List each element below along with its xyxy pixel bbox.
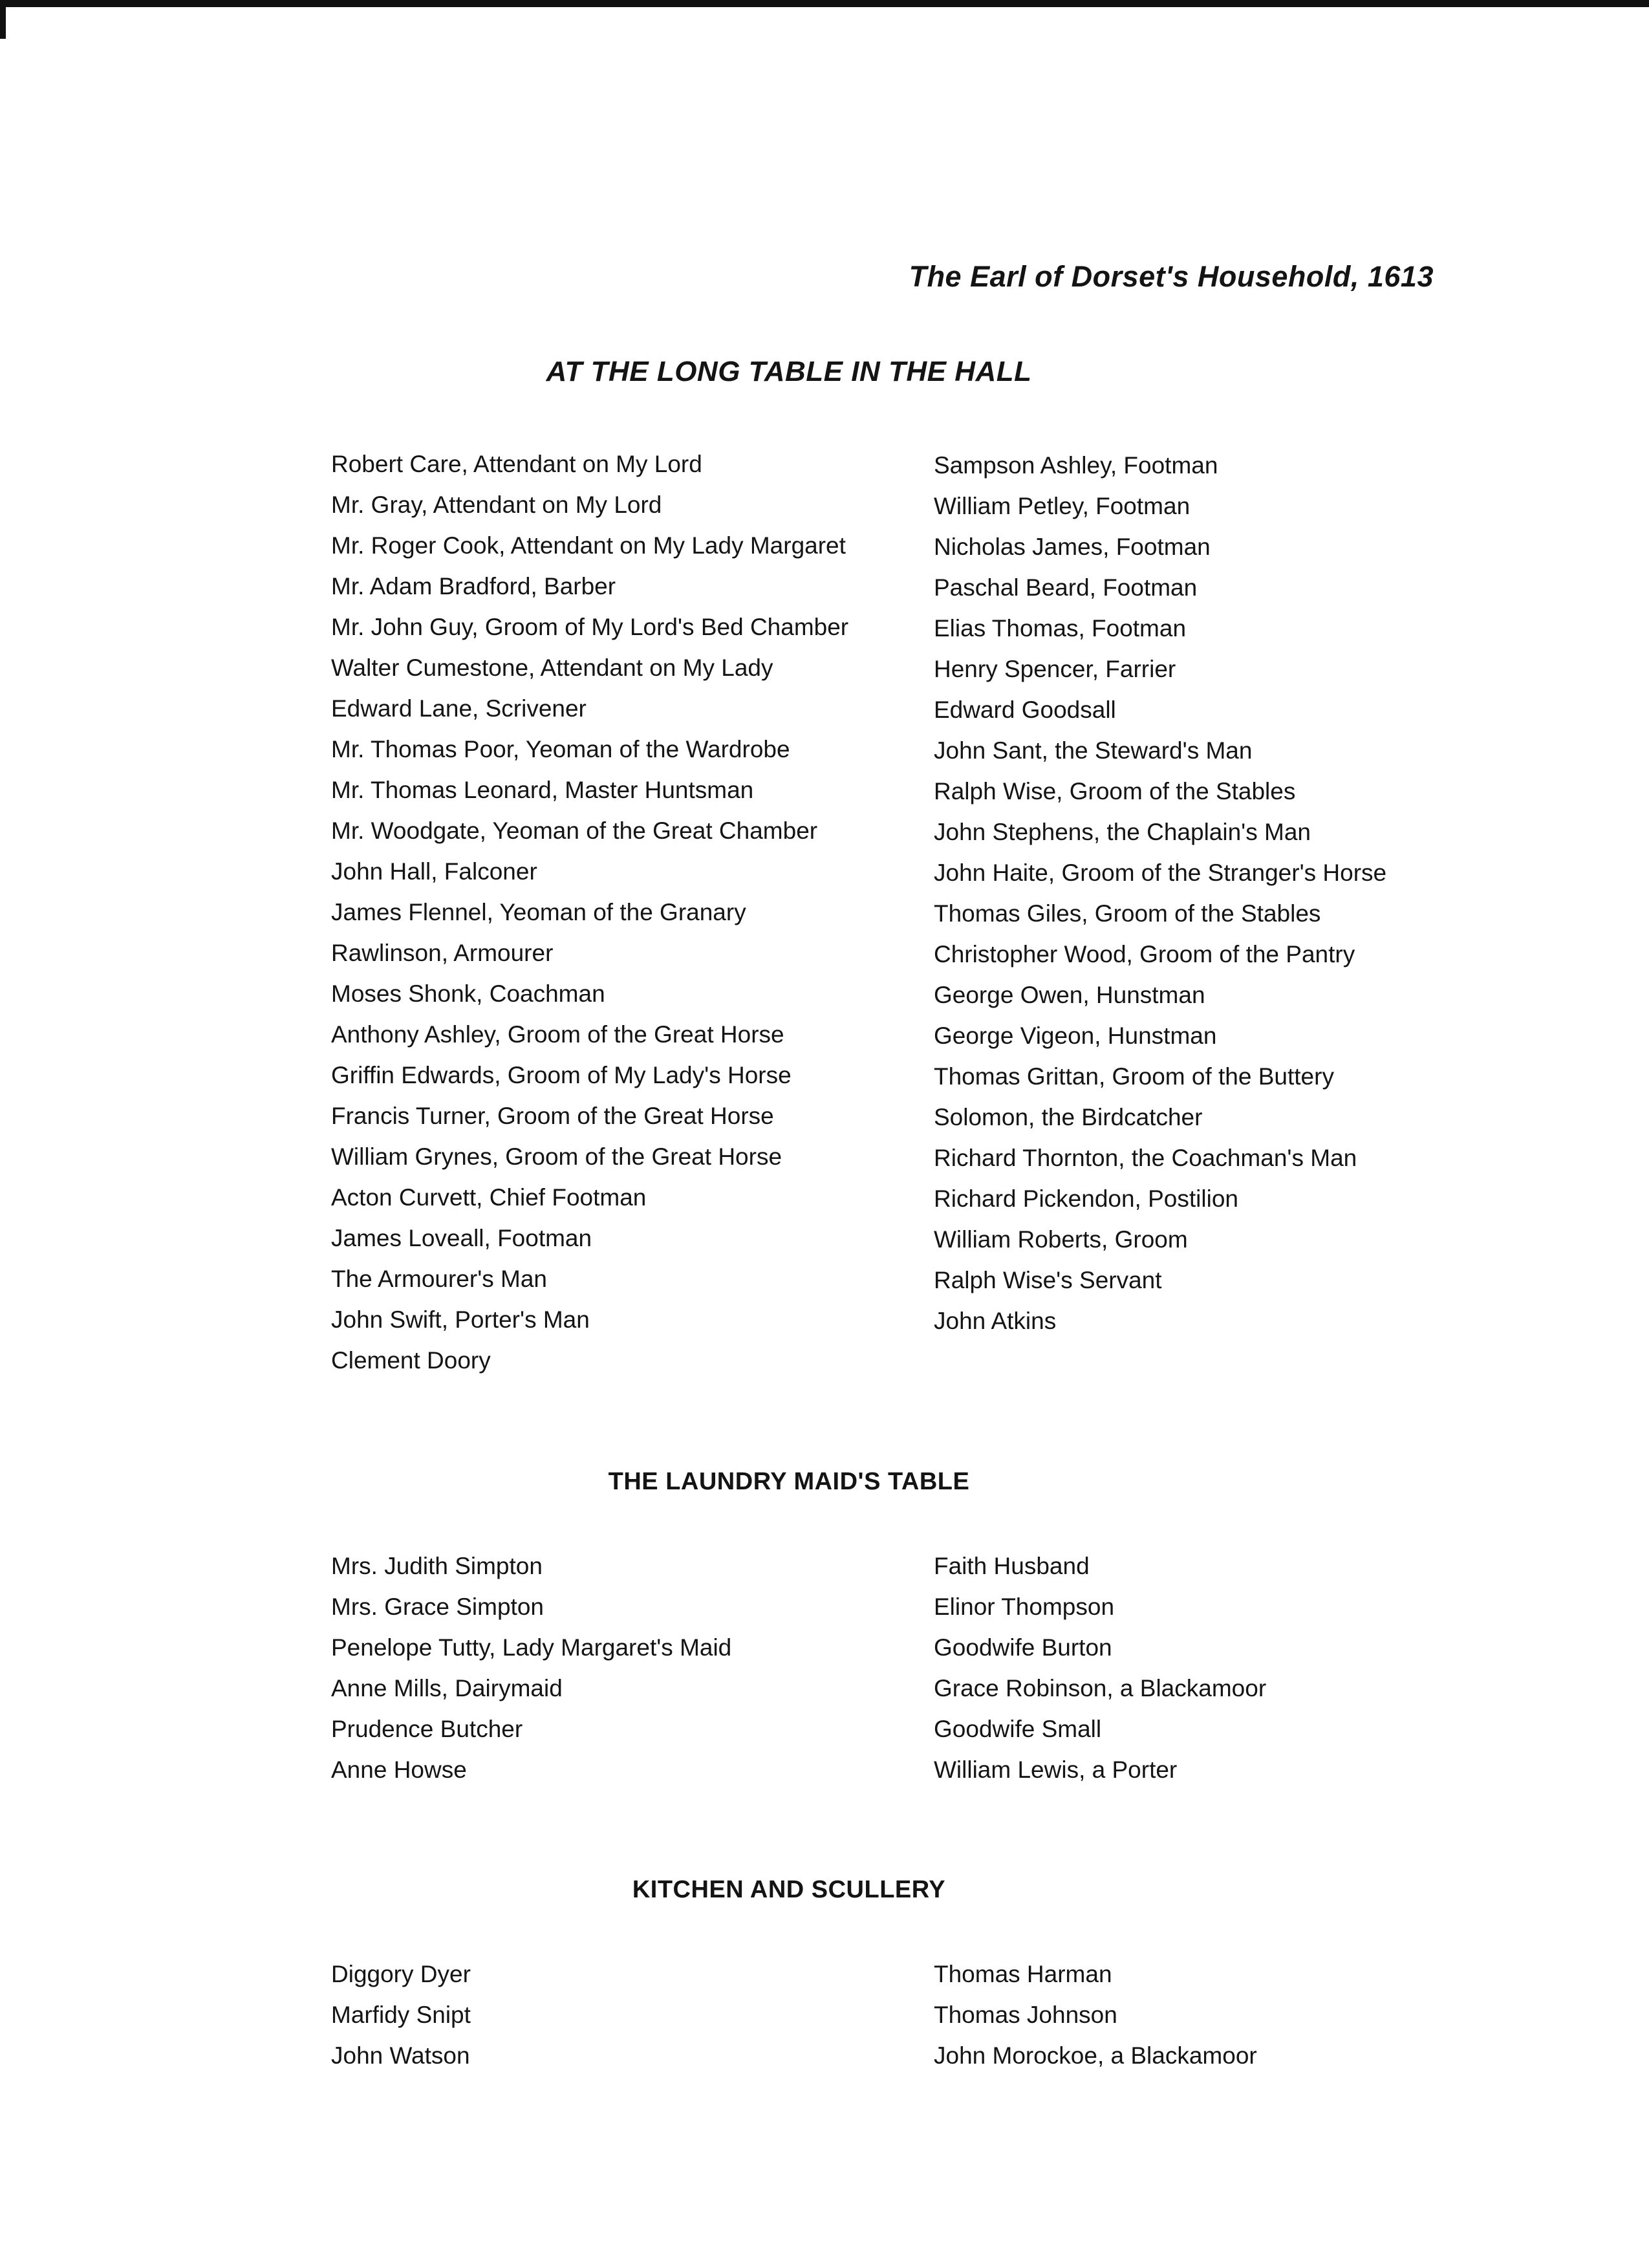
household-member-entry: Elinor Thompson <box>934 1593 1115 1620</box>
household-member-entry: John Hall, Falconer <box>331 858 537 885</box>
household-member-entry: Elias Thomas, Footman <box>934 615 1187 642</box>
household-member-entry: Diggory Dyer <box>331 1961 471 1987</box>
long-table-right-list <box>934 445 1386 1341</box>
household-member-entry: Thomas Giles, Groom of the Stables <box>934 900 1321 927</box>
household-member-entry: Prudence Butcher <box>331 1716 523 1742</box>
household-member-entry: Francis Turner, Groom of the Great Horse <box>331 1103 774 1129</box>
household-member-entry: Faith Husband <box>934 1553 1090 1579</box>
household-member-entry: Thomas Grittan, Groom of the Buttery <box>934 1063 1334 1090</box>
household-member-entry: John Morockoe, a Blackamoor <box>934 2042 1257 2069</box>
household-member-entry: Henry Spencer, Farrier <box>934 656 1176 682</box>
household-member-entry: Ralph Wise's Servant <box>934 1267 1162 1293</box>
scan-border-left <box>0 0 6 39</box>
household-member-entry: Penelope Tutty, Lady Margaret's Maid <box>331 1634 732 1661</box>
household-member-entry: John Stephens, the Chaplain's Man <box>934 819 1311 845</box>
household-member-entry: Goodwife Small <box>934 1716 1102 1742</box>
household-member-entry: Anthony Ashley, Groom of the Great Horse <box>331 1021 784 1048</box>
household-member-entry: Walter Cumestone, Attendant on My Lady <box>331 654 773 681</box>
household-member-entry: Anne Howse <box>331 1756 467 1783</box>
household-member-entry: James Flennel, Yeoman of the Granary <box>331 899 746 925</box>
section-heading-laundry: THE LAUNDRY MAID'S TABLE <box>608 1468 970 1495</box>
household-member-entry: Anne Mills, Dairymaid <box>331 1675 563 1701</box>
household-member-entry: Solomon, the Birdcatcher <box>934 1104 1203 1130</box>
scan-border-top <box>0 0 1649 7</box>
household-member-entry: Mrs. Judith Simpton <box>331 1553 543 1579</box>
long-table-left-list <box>331 444 848 1381</box>
household-member-entry: Marfidy Snipt <box>331 2002 471 2028</box>
household-member-entry: John Watson <box>331 2042 470 2069</box>
household-member-entry: John Atkins <box>934 1308 1057 1334</box>
household-member-entry: Christopher Wood, Groom of the Pantry <box>934 941 1355 967</box>
household-member-entry: Nicholas James, Footman <box>934 534 1211 560</box>
household-member-entry: Rawlinson, Armourer <box>331 940 554 966</box>
household-member-entry: John Sant, the Steward's Man <box>934 737 1253 764</box>
household-member-entry: Goodwife Burton <box>934 1634 1112 1661</box>
household-member-entry: William Grynes, Groom of the Great Horse <box>331 1143 782 1170</box>
laundry-right-list <box>934 1546 1266 1790</box>
household-member-entry: John Swift, Porter's Man <box>331 1306 590 1333</box>
household-member-entry: Edward Lane, Scrivener <box>331 695 587 722</box>
household-member-entry: William Roberts, Groom <box>934 1226 1188 1253</box>
kitchen-left-list <box>331 1954 471 2076</box>
household-member-entry: Richard Thornton, the Coachman's Man <box>934 1145 1357 1171</box>
household-member-entry: John Haite, Groom of the Stranger's Horse <box>934 859 1387 886</box>
kitchen-right-list <box>934 1954 1257 2076</box>
household-member-entry: Thomas Harman <box>934 1961 1112 1987</box>
household-member-entry: Mr. Woodgate, Yeoman of the Great Chamber <box>331 817 818 844</box>
household-member-entry: Richard Pickendon, Postilion <box>934 1185 1238 1212</box>
household-member-entry: James Loveall, Footman <box>331 1225 592 1251</box>
household-member-entry: Mr. Roger Cook, Attendant on My Lady Margaret <box>331 532 846 559</box>
section-heading-kitchen: KITCHEN AND SCULLERY <box>632 1876 946 1903</box>
household-member-entry: Acton Curvett, Chief Footman <box>331 1184 647 1211</box>
household-member-entry: Edward Goodsall <box>934 697 1116 723</box>
household-member-entry: Robert Care, Attendant on My Lord <box>331 451 702 477</box>
laundry-left-list <box>331 1546 731 1790</box>
household-member-entry: Thomas Johnson <box>934 2002 1117 2028</box>
household-member-entry: Griffin Edwards, Groom of My Lady's Horse <box>331 1062 792 1088</box>
household-member-entry: Mrs. Grace Simpton <box>331 1593 544 1620</box>
household-member-entry: Grace Robinson, a Blackamoor <box>934 1675 1267 1701</box>
section-heading-long-table: AT THE LONG TABLE IN THE HALL <box>546 356 1032 387</box>
household-member-entry: Clement Doory <box>331 1347 491 1374</box>
page-title: The Earl of Dorset's Household, 1613 <box>909 260 1434 293</box>
household-member-entry: William Lewis, a Porter <box>934 1756 1178 1783</box>
household-member-entry: Ralph Wise, Groom of the Stables <box>934 778 1296 805</box>
household-member-entry: Mr. Thomas Poor, Yeoman of the Wardrobe <box>331 736 790 762</box>
household-member-entry: Sampson Ashley, Footman <box>934 452 1218 479</box>
household-member-entry: Mr. Thomas Leonard, Master Huntsman <box>331 777 754 803</box>
household-member-entry: Mr. John Guy, Groom of My Lord's Bed Chamber <box>331 614 849 640</box>
household-member-entry: George Owen, Hunstman <box>934 982 1205 1008</box>
household-member-entry: Mr. Gray, Attendant on My Lord <box>331 491 662 518</box>
household-member-entry: Paschal Beard, Footman <box>934 574 1198 601</box>
household-member-entry: William Petley, Footman <box>934 493 1191 519</box>
household-member-entry: Moses Shonk, Coachman <box>331 980 605 1007</box>
household-member-entry: Mr. Adam Bradford, Barber <box>331 573 616 599</box>
household-member-entry: The Armourer's Man <box>331 1266 548 1292</box>
household-member-entry: George Vigeon, Hunstman <box>934 1022 1217 1049</box>
